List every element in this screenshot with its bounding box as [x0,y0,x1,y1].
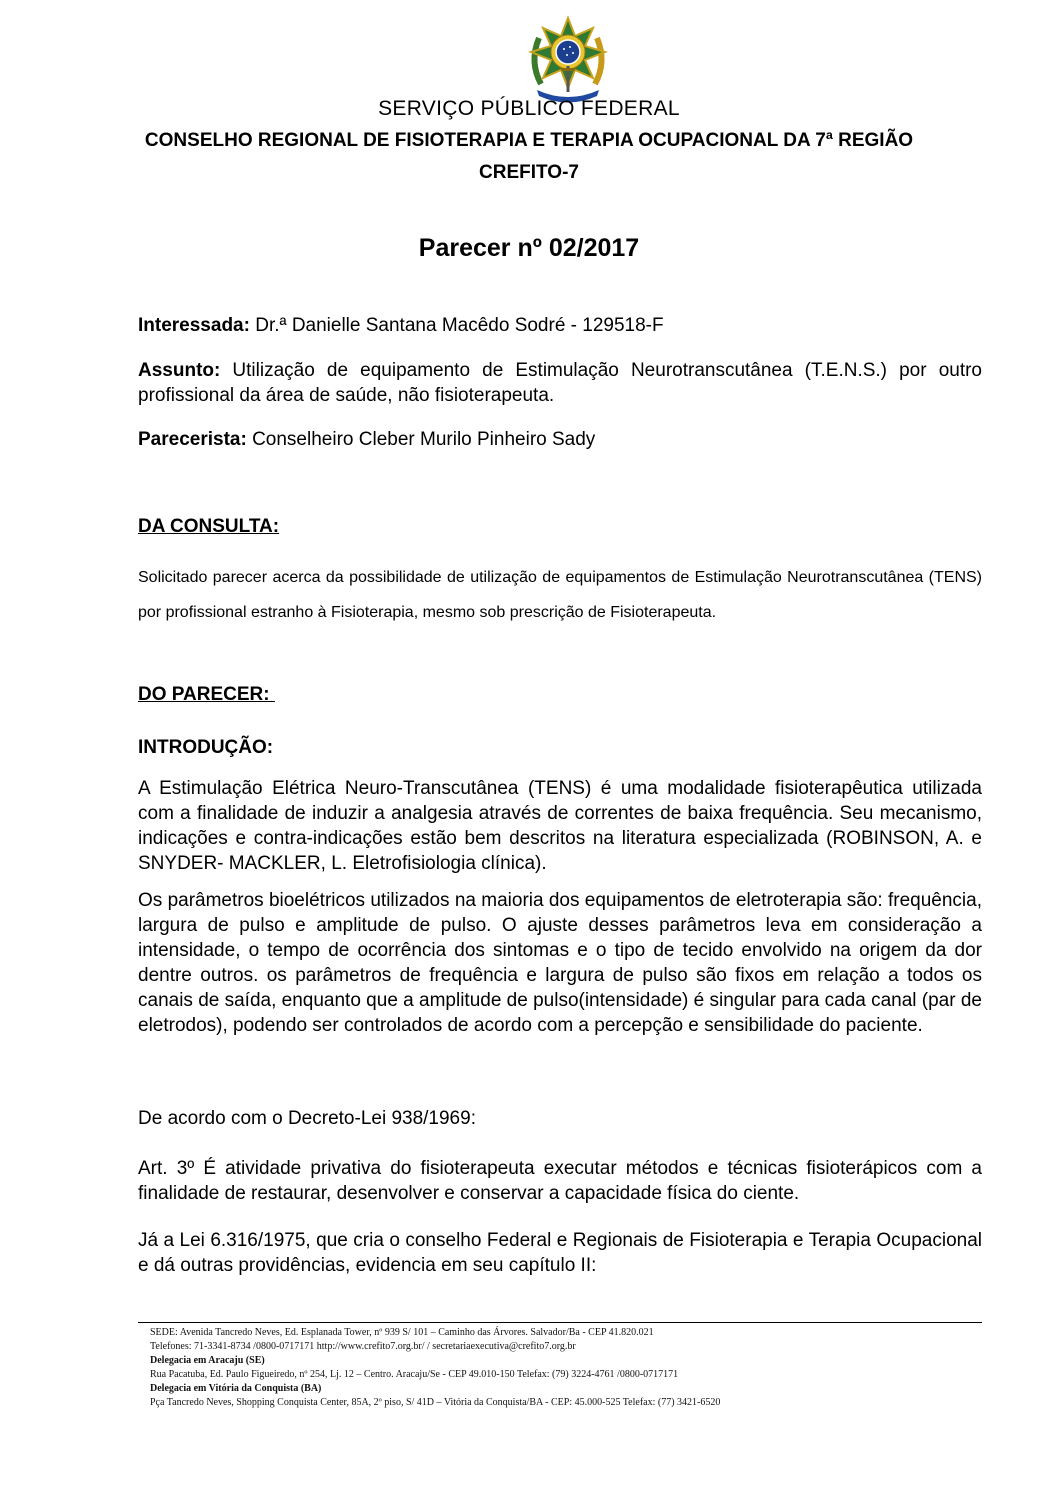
introducao-heading: INTRODUÇÃO: [138,737,274,758]
assunto-line [138,358,982,408]
paragraph-art3: Art. 3º É atividade privativa do fisioterapeuta executar métodos e técnicas fisioterápicos com a finalidade de restaurar, desenvolver e conservar a capacidade física do ciente. [138,1158,982,1204]
interessada-label: Interessada: [138,315,250,336]
header-service-name: SERVIÇO PÚBLICO FEDERAL [378,97,680,120]
footer-conquista-address: Pça Tancredo Neves, Shopping Conquista Center, 85A, 2º piso, S/ 41D – Vitória da Conquista/BA - CEP: 45.000-525 Telefax: (77) 3421-6520 [150,1397,721,1408]
assunto-value: Utilização de equipamento de Estimulação Neurotranscutânea (T.E.N.S.) por outro profissional da área de saúde, não fisioterapeuta. [138,360,982,406]
footer-aracaju-address: Rua Pacatuba, Ed. Paulo Figueiredo, nº 254, Lj. 12 – Centro. Aracaju/Se - CEP 49.010-150 Telefax: (79) 3224-4761 /0800-0717171 [150,1369,679,1380]
coat-of-arms-emblem [523,14,613,104]
consulta-text: Solicitado parecer acerca da possibilidade de utilização de equipamentos de Estimulação Neurotranscutânea (TENS) por profissional estranho à Fisioterapia, mesmo sob prescrição de Fisioterapeuta. [138,569,982,621]
document-title: Parecer nº 02/2017 [418,234,640,262]
consulta-heading: DA CONSULTA: [138,516,280,537]
interessada-line [138,313,982,338]
footer-addresses [150,1326,980,1410]
footer-sede: SEDE: Avenida Tancredo Neves, Ed. Esplanada Tower, nº 939 S/ 101 – Caminho das Árvores. Salvador/Ba - CEP 41.820.021 [150,1327,654,1338]
paragraph-tens: A Estimulação Elétrica Neuro-Transcutânea (TENS) é uma modalidade fisioterapêutica utilizada com a finalidade de induzir a analgesia através de correntes de baixa frequência. Seu mecanismo, indicações e contra-indicações estão bem descritos na literatura especializada (ROBINSON, A. e SNYDER- MACKLER, L. Eletrofisiologia clínica). [138,778,982,874]
header-council-name: CONSELHO REGIONAL DE FISIOTERAPIA E TERAPIA OCUPACIONAL DA 7ª REGIÃO [144,130,914,151]
assunto-label: Assunto: [138,360,221,381]
footer-divider [138,1322,982,1323]
parecerista-label: Parecerista: [138,429,247,450]
header-council-acronym: CREFITO-7 [479,162,579,183]
parecerista-value: Conselheiro Cleber Murilo Pinheiro Sady [246,429,596,450]
footer-conquista-heading: Delegacia em Vitória da Conquista (BA) [150,1383,322,1394]
paragraph-lei: Já a Lei 6.316/1975, que cria o conselho Federal e Regionais de Fisioterapia e Terapia Ocupacional e dá outras providências, evidencia em seu capítulo II: [138,1230,982,1276]
paragraph-parameters: Os parâmetros bioelétricos utilizados na maioria dos equipamentos de eletroterapia são: frequência, largura de pulso e amplitude de pulso. O ajuste desses parâmetros leva em consideração a intensidade, o tempo de ocorrência dos sintomas e o tipo de tecido envolvido na origem da dor dentre outros. os parâmetros de frequência e largura de pulso são fixos em relação a todos os canais de saída, enquanto que a amplitude de pulso(intensidade) é singular para cada canal (par de eletrodos), podendo ser controlados de acordo com a percepção e sensibilidade do paciente. [138,890,982,1036]
footer-contacts: Telefones: 71-3341-8734 /0800-0717171 http://www.crefito7.org.br/ / secretariaexecutiva@crefito7.org.br [150,1341,576,1352]
parecerista-line [138,427,982,452]
interessada-value: Dr.ª Danielle Santana Macêdo Sodré - 129518-F [249,315,664,336]
paragraph-decreto: De acordo com o Decreto-Lei 938/1969: [138,1108,476,1129]
parecer-heading: DO PARECER: [138,684,275,705]
footer-aracaju-heading: Delegacia em Aracaju (SE) [150,1355,265,1366]
